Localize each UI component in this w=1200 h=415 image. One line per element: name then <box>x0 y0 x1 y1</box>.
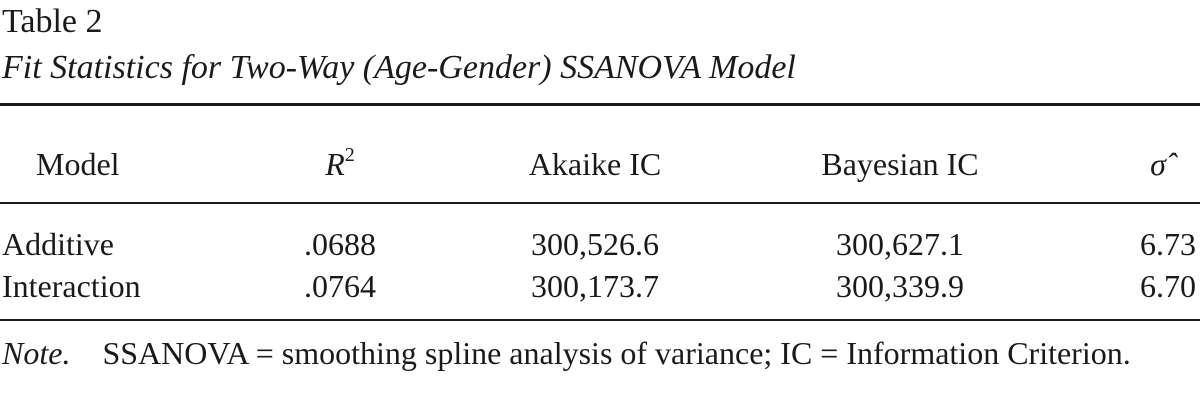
header-r-squared <box>280 144 400 184</box>
row-interaction-bic: 300,339.9 <box>836 268 964 304</box>
note-text: SSANOVA = smoothing spline analysis of variance; IC = Information Criterion. <box>102 335 1131 371</box>
r2-superscript: 2 <box>344 144 355 166</box>
table-caption: Fit Statistics for Two-Way (Age-Gender) SSANOVA Model <box>2 49 796 86</box>
bottom-rule <box>0 319 1200 321</box>
row-interaction-model: Interaction <box>2 268 141 304</box>
table-note <box>2 333 1196 415</box>
note-label: Note. <box>2 335 71 371</box>
header-sigma-hat: σ̂ <box>1150 146 1166 182</box>
header-akaike-ic: Akaike IC <box>528 146 662 182</box>
row-additive-r2: .0688 <box>304 226 376 262</box>
row-additive-aic: 300,526.6 <box>531 226 659 262</box>
row-additive-model: Additive <box>2 226 114 262</box>
row-interaction-sigma: 6.70 <box>1140 268 1196 304</box>
row-interaction-r2: .0764 <box>304 268 376 304</box>
r2-letter: R <box>325 146 345 182</box>
header-model: Model <box>36 146 120 182</box>
header-rule <box>0 202 1200 204</box>
header-bayesian-ic: Bayesian IC <box>821 146 979 182</box>
top-rule <box>0 103 1200 106</box>
row-interaction-aic: 300,173.7 <box>531 268 659 304</box>
table-label: Table 2 <box>2 3 103 40</box>
row-additive-sigma: 6.73 <box>1140 226 1196 262</box>
row-additive-bic: 300,627.1 <box>836 226 964 262</box>
